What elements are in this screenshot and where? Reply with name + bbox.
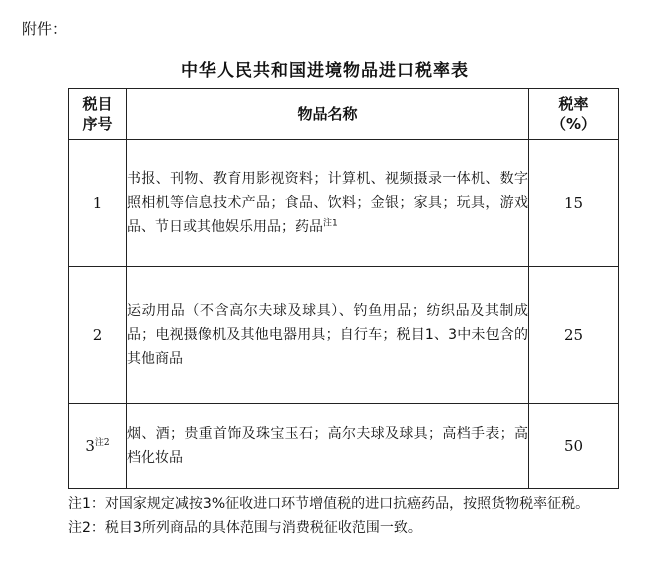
row-rate: 50: [529, 404, 619, 489]
row-item-name-text: 运动用品（不含高尔夫球及球具）、钓鱼用品；纺织品及其制成品；电视摄像机及其他电器用具；自行车；税目1、3中未包含的其他商品: [127, 303, 528, 367]
row-item-name: [127, 140, 529, 267]
header-item-name: 物品名称: [127, 89, 529, 140]
table-row: [69, 140, 619, 267]
footnote-1: 注1：对国家规定减按3%征收进口环节增值税的进口抗癌药品，按照货物税率征税。: [68, 496, 590, 512]
row-number-text: 1: [92, 194, 103, 212]
header-tax-item-no: [69, 89, 127, 140]
header-tax-item-no-line1: 税目: [82, 95, 113, 113]
row-number: [69, 140, 127, 267]
row-number-text: 2: [92, 326, 103, 344]
header-rate-line1: 税率: [558, 95, 589, 113]
footnote-2: 注2：税目3所列商品的具体范围与消费税征收范围一致。: [68, 520, 422, 536]
row-rate: 25: [529, 267, 619, 404]
header-rate: [529, 89, 619, 140]
header-tax-item-no-line2: 序号: [82, 115, 113, 133]
row-number: [69, 267, 127, 404]
row-item-name-text: 烟、酒；贵重首饰及珠宝玉石；高尔夫球及球具；高档手表；高档化妆品: [127, 426, 528, 466]
row-item-name-text: 书报、刊物、教育用影视资料；计算机、视频摄录一体机、数字照相机等信息技术产品；食品、饮料；金银；家具；玩具，游戏品、节日或其他娱乐用品；药品: [127, 171, 528, 235]
header-rate-line2: （%）: [550, 115, 597, 133]
footnotes: [68, 492, 628, 540]
row-rate: 15: [529, 140, 619, 267]
footnote-ref: 注1: [323, 218, 338, 229]
row-item-name: [127, 404, 529, 489]
footnote-ref: 注2: [94, 438, 110, 448]
table-row: [69, 404, 619, 489]
table-row: [69, 267, 619, 404]
attachment-label: 附件：: [22, 20, 68, 38]
tax-rate-table: [68, 88, 619, 489]
row-item-name: [127, 267, 529, 404]
page-title: 中华人民共和国进境物品进口税率表: [181, 61, 469, 81]
row-number-text: 3: [85, 437, 95, 455]
row-number: [69, 404, 127, 489]
table-header-row: [69, 89, 619, 140]
